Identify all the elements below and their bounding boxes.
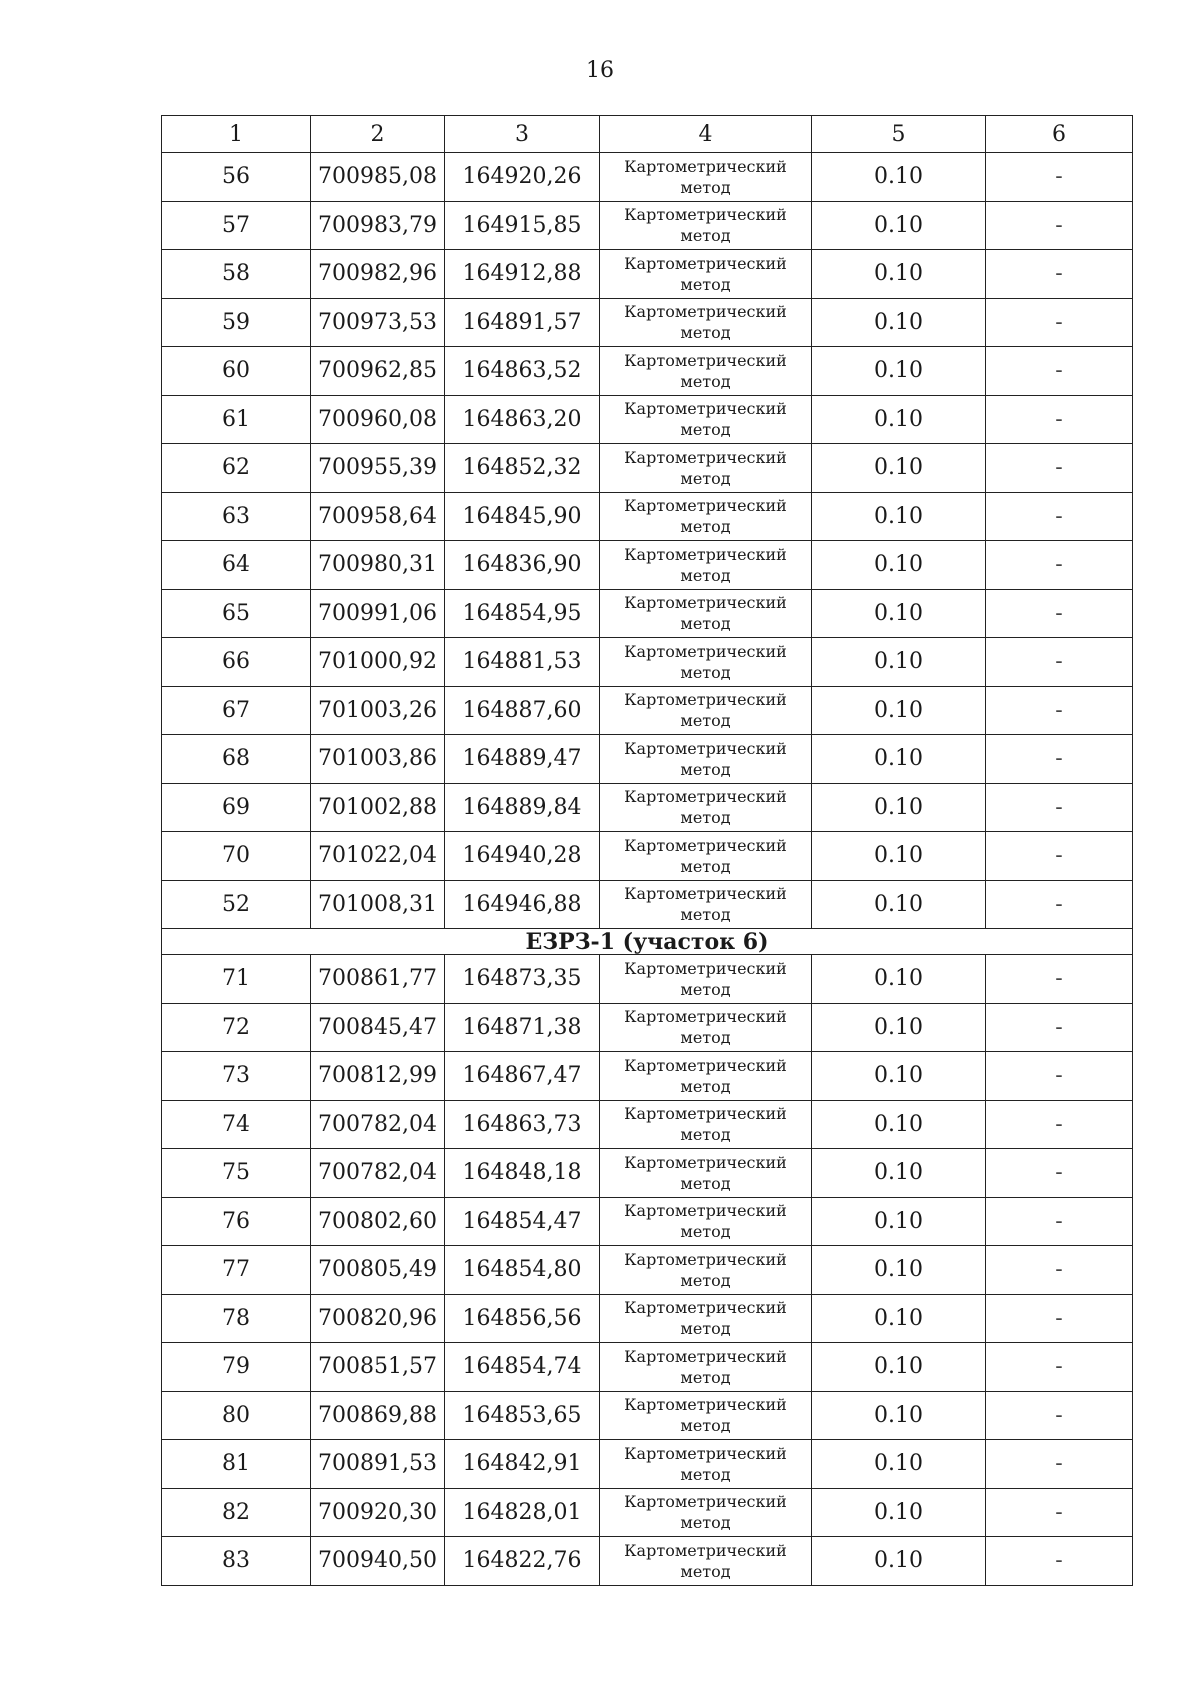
x-coordinate-cell: 701003,86	[311, 735, 445, 784]
note-cell: -	[986, 1100, 1133, 1149]
accuracy-cell: 0.10	[812, 250, 986, 299]
table-row	[162, 1294, 1133, 1343]
y-coordinate-cell: 164854,47	[445, 1197, 600, 1246]
y-coordinate-cell: 164863,52	[445, 347, 600, 396]
section-row	[162, 929, 1133, 955]
accuracy-cell: 0.10	[812, 1052, 986, 1101]
method-cell: Картометрический метод	[600, 201, 812, 250]
y-coordinate-cell: 164828,01	[445, 1488, 600, 1537]
method-cell: Картометрический метод	[600, 1003, 812, 1052]
note-cell: -	[986, 638, 1133, 687]
point-number-cell: 62	[162, 444, 311, 493]
y-coordinate-cell: 164822,76	[445, 1537, 600, 1586]
y-coordinate-cell: 164891,57	[445, 298, 600, 347]
x-coordinate-cell: 700869,88	[311, 1391, 445, 1440]
accuracy-cell: 0.10	[812, 1294, 986, 1343]
y-coordinate-cell: 164881,53	[445, 638, 600, 687]
x-coordinate-cell: 700820,96	[311, 1294, 445, 1343]
note-cell: -	[986, 541, 1133, 590]
method-cell: Картометрический метод	[600, 347, 812, 396]
note-cell: -	[986, 1440, 1133, 1489]
note-cell: -	[986, 153, 1133, 202]
method-cell: Картометрический метод	[600, 1440, 812, 1489]
method-cell: Картометрический метод	[600, 492, 812, 541]
accuracy-cell: 0.10	[812, 955, 986, 1004]
point-number-cell: 82	[162, 1488, 311, 1537]
x-coordinate-cell: 700960,08	[311, 395, 445, 444]
method-cell: Картометрический метод	[600, 1537, 812, 1586]
note-cell: -	[986, 1003, 1133, 1052]
note-cell: -	[986, 444, 1133, 493]
table-row	[162, 1149, 1133, 1198]
table-row	[162, 298, 1133, 347]
x-coordinate-cell: 701002,88	[311, 783, 445, 832]
method-cell: Картометрический метод	[600, 1197, 812, 1246]
method-cell: Картометрический метод	[600, 1343, 812, 1392]
table-row	[162, 589, 1133, 638]
method-cell: Картометрический метод	[600, 1488, 812, 1537]
column-header: 4	[600, 116, 812, 153]
note-cell: -	[986, 395, 1133, 444]
x-coordinate-cell: 700982,96	[311, 250, 445, 299]
note-cell: -	[986, 735, 1133, 784]
accuracy-cell: 0.10	[812, 1488, 986, 1537]
point-number-cell: 80	[162, 1391, 311, 1440]
method-cell: Картометрический метод	[600, 1100, 812, 1149]
y-coordinate-cell: 164873,35	[445, 955, 600, 1004]
method-cell: Картометрический метод	[600, 880, 812, 929]
method-cell: Картометрический метод	[600, 735, 812, 784]
y-coordinate-cell: 164889,47	[445, 735, 600, 784]
method-cell: Картометрический метод	[600, 955, 812, 1004]
accuracy-cell: 0.10	[812, 298, 986, 347]
x-coordinate-cell: 700920,30	[311, 1488, 445, 1537]
table-row	[162, 1197, 1133, 1246]
table-row	[162, 1537, 1133, 1586]
point-number-cell: 63	[162, 492, 311, 541]
note-cell: -	[986, 1343, 1133, 1392]
method-cell: Картометрический метод	[600, 1391, 812, 1440]
x-coordinate-cell: 700851,57	[311, 1343, 445, 1392]
x-coordinate-cell: 701003,26	[311, 686, 445, 735]
table-row	[162, 250, 1133, 299]
y-coordinate-cell: 164887,60	[445, 686, 600, 735]
method-cell: Картометрический метод	[600, 541, 812, 590]
method-cell: Картометрический метод	[600, 589, 812, 638]
y-coordinate-cell: 164871,38	[445, 1003, 600, 1052]
accuracy-cell: 0.10	[812, 880, 986, 929]
x-coordinate-cell: 700805,49	[311, 1246, 445, 1295]
y-coordinate-cell: 164912,88	[445, 250, 600, 299]
note-cell: -	[986, 1391, 1133, 1440]
method-cell: Картометрический метод	[600, 1149, 812, 1198]
column-header: 6	[986, 116, 1133, 153]
point-number-cell: 76	[162, 1197, 311, 1246]
point-number-cell: 66	[162, 638, 311, 687]
column-header: 3	[445, 116, 600, 153]
note-cell: -	[986, 347, 1133, 396]
method-cell: Картометрический метод	[600, 783, 812, 832]
page-number: 16	[586, 58, 614, 83]
accuracy-cell: 0.10	[812, 686, 986, 735]
x-coordinate-cell: 700812,99	[311, 1052, 445, 1101]
accuracy-cell: 0.10	[812, 1003, 986, 1052]
point-number-cell: 71	[162, 955, 311, 1004]
point-number-cell: 67	[162, 686, 311, 735]
note-cell: -	[986, 832, 1133, 881]
y-coordinate-cell: 164852,32	[445, 444, 600, 493]
x-coordinate-cell: 700991,06	[311, 589, 445, 638]
accuracy-cell: 0.10	[812, 783, 986, 832]
table-row	[162, 201, 1133, 250]
y-coordinate-cell: 164853,65	[445, 1391, 600, 1440]
accuracy-cell: 0.10	[812, 444, 986, 493]
table-row	[162, 1100, 1133, 1149]
note-cell: -	[986, 1197, 1133, 1246]
x-coordinate-cell: 700845,47	[311, 1003, 445, 1052]
header-row	[162, 116, 1133, 153]
accuracy-cell: 0.10	[812, 1149, 986, 1198]
point-number-cell: 56	[162, 153, 311, 202]
y-coordinate-cell: 164889,84	[445, 783, 600, 832]
y-coordinate-cell: 164836,90	[445, 541, 600, 590]
table-row	[162, 686, 1133, 735]
accuracy-cell: 0.10	[812, 735, 986, 784]
point-number-cell: 83	[162, 1537, 311, 1586]
table-row	[162, 444, 1133, 493]
coordinates-table	[161, 115, 1133, 1586]
column-header: 2	[311, 116, 445, 153]
point-number-cell: 75	[162, 1149, 311, 1198]
accuracy-cell: 0.10	[812, 1440, 986, 1489]
accuracy-cell: 0.10	[812, 1197, 986, 1246]
point-number-cell: 61	[162, 395, 311, 444]
y-coordinate-cell: 164946,88	[445, 880, 600, 929]
x-coordinate-cell: 700985,08	[311, 153, 445, 202]
method-cell: Картометрический метод	[600, 298, 812, 347]
note-cell: -	[986, 201, 1133, 250]
table-row	[162, 832, 1133, 881]
x-coordinate-cell: 700861,77	[311, 955, 445, 1004]
note-cell: -	[986, 686, 1133, 735]
method-cell: Картометрический метод	[600, 686, 812, 735]
x-coordinate-cell: 700891,53	[311, 1440, 445, 1489]
note-cell: -	[986, 492, 1133, 541]
y-coordinate-cell: 164920,26	[445, 153, 600, 202]
table-row	[162, 1391, 1133, 1440]
accuracy-cell: 0.10	[812, 347, 986, 396]
point-number-cell: 77	[162, 1246, 311, 1295]
table-row	[162, 955, 1133, 1004]
x-coordinate-cell: 700958,64	[311, 492, 445, 541]
note-cell: -	[986, 1537, 1133, 1586]
method-cell: Картометрический метод	[600, 153, 812, 202]
table-row	[162, 1343, 1133, 1392]
point-number-cell: 58	[162, 250, 311, 299]
note-cell: -	[986, 250, 1133, 299]
table-row	[162, 395, 1133, 444]
point-number-cell: 73	[162, 1052, 311, 1101]
y-coordinate-cell: 164854,95	[445, 589, 600, 638]
point-number-cell: 81	[162, 1440, 311, 1489]
y-coordinate-cell: 164848,18	[445, 1149, 600, 1198]
accuracy-cell: 0.10	[812, 1246, 986, 1295]
accuracy-cell: 0.10	[812, 1100, 986, 1149]
table-row	[162, 1052, 1133, 1101]
note-cell: -	[986, 1246, 1133, 1295]
method-cell: Картометрический метод	[600, 395, 812, 444]
y-coordinate-cell: 164863,20	[445, 395, 600, 444]
note-cell: -	[986, 783, 1133, 832]
table-row	[162, 735, 1133, 784]
method-cell: Картометрический метод	[600, 1246, 812, 1295]
x-coordinate-cell: 700955,39	[311, 444, 445, 493]
method-cell: Картометрический метод	[600, 832, 812, 881]
method-cell: Картометрический метод	[600, 638, 812, 687]
column-header: 5	[812, 116, 986, 153]
point-number-cell: 65	[162, 589, 311, 638]
accuracy-cell: 0.10	[812, 201, 986, 250]
section-title: ЕЗРЗ-1 (участок 6)	[162, 929, 1133, 955]
point-number-cell: 60	[162, 347, 311, 396]
x-coordinate-cell: 700973,53	[311, 298, 445, 347]
x-coordinate-cell: 700962,85	[311, 347, 445, 396]
table-row	[162, 1440, 1133, 1489]
y-coordinate-cell: 164854,74	[445, 1343, 600, 1392]
accuracy-cell: 0.10	[812, 1391, 986, 1440]
point-number-cell: 74	[162, 1100, 311, 1149]
note-cell: -	[986, 880, 1133, 929]
method-cell: Картометрический метод	[600, 250, 812, 299]
table-row	[162, 880, 1133, 929]
accuracy-cell: 0.10	[812, 1343, 986, 1392]
note-cell: -	[986, 955, 1133, 1004]
accuracy-cell: 0.10	[812, 832, 986, 881]
table-row	[162, 638, 1133, 687]
y-coordinate-cell: 164854,80	[445, 1246, 600, 1295]
table-row	[162, 1246, 1133, 1295]
accuracy-cell: 0.10	[812, 541, 986, 590]
x-coordinate-cell: 700980,31	[311, 541, 445, 590]
x-coordinate-cell: 701022,04	[311, 832, 445, 881]
y-coordinate-cell: 164940,28	[445, 832, 600, 881]
point-number-cell: 57	[162, 201, 311, 250]
note-cell: -	[986, 1052, 1133, 1101]
accuracy-cell: 0.10	[812, 492, 986, 541]
point-number-cell: 59	[162, 298, 311, 347]
point-number-cell: 69	[162, 783, 311, 832]
x-coordinate-cell: 700802,60	[311, 1197, 445, 1246]
point-number-cell: 64	[162, 541, 311, 590]
table-row	[162, 492, 1133, 541]
table-row	[162, 783, 1133, 832]
table-row	[162, 1488, 1133, 1537]
x-coordinate-cell: 700983,79	[311, 201, 445, 250]
y-coordinate-cell: 164915,85	[445, 201, 600, 250]
point-number-cell: 68	[162, 735, 311, 784]
note-cell: -	[986, 1294, 1133, 1343]
note-cell: -	[986, 298, 1133, 347]
table-row	[162, 541, 1133, 590]
y-coordinate-cell: 164863,73	[445, 1100, 600, 1149]
y-coordinate-cell: 164842,91	[445, 1440, 600, 1489]
point-number-cell: 79	[162, 1343, 311, 1392]
note-cell: -	[986, 589, 1133, 638]
note-cell: -	[986, 1488, 1133, 1537]
table-row	[162, 1003, 1133, 1052]
method-cell: Картометрический метод	[600, 1294, 812, 1343]
y-coordinate-cell: 164856,56	[445, 1294, 600, 1343]
accuracy-cell: 0.10	[812, 638, 986, 687]
x-coordinate-cell: 700940,50	[311, 1537, 445, 1586]
method-cell: Картометрический метод	[600, 444, 812, 493]
point-number-cell: 78	[162, 1294, 311, 1343]
x-coordinate-cell: 701000,92	[311, 638, 445, 687]
accuracy-cell: 0.10	[812, 589, 986, 638]
table-row	[162, 153, 1133, 202]
table-row	[162, 347, 1133, 396]
method-cell: Картометрический метод	[600, 1052, 812, 1101]
column-header: 1	[162, 116, 311, 153]
x-coordinate-cell: 701008,31	[311, 880, 445, 929]
accuracy-cell: 0.10	[812, 1537, 986, 1586]
y-coordinate-cell: 164845,90	[445, 492, 600, 541]
point-number-cell: 52	[162, 880, 311, 929]
accuracy-cell: 0.10	[812, 395, 986, 444]
note-cell: -	[986, 1149, 1133, 1198]
point-number-cell: 70	[162, 832, 311, 881]
accuracy-cell: 0.10	[812, 153, 986, 202]
y-coordinate-cell: 164867,47	[445, 1052, 600, 1101]
x-coordinate-cell: 700782,04	[311, 1100, 445, 1149]
x-coordinate-cell: 700782,04	[311, 1149, 445, 1198]
point-number-cell: 72	[162, 1003, 311, 1052]
